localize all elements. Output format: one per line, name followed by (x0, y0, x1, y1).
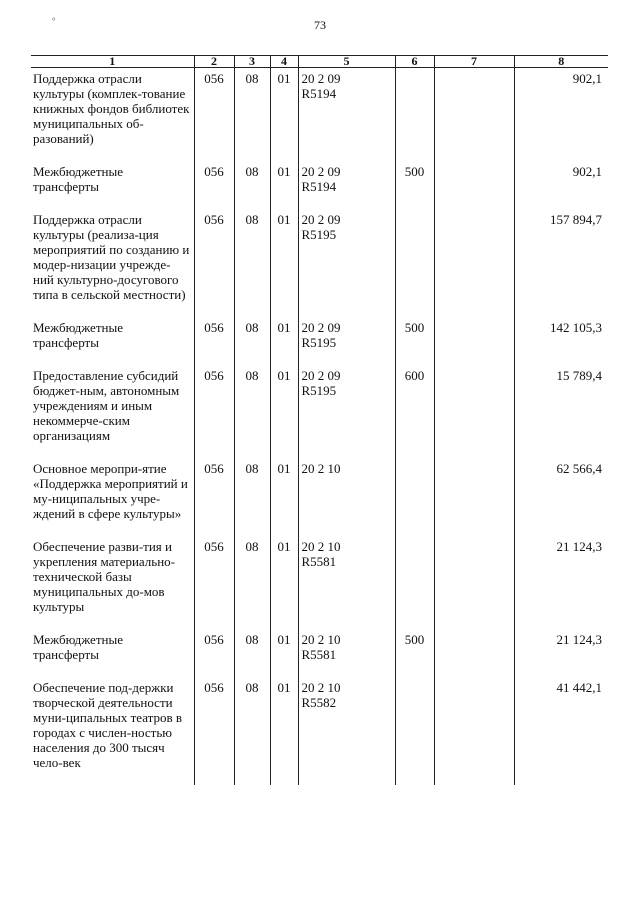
header-col-1: 1 (31, 56, 194, 68)
section-code: 08 (245, 164, 259, 179)
section-code: 08 (245, 71, 259, 86)
subsection-code: 01 (277, 71, 291, 86)
subsection-code: 01 (277, 368, 291, 383)
row-name-text: Поддержка отрасли культуры (комплек-тование книжных фондов библиотек муниципальных об-разований) (33, 71, 190, 146)
col-section (234, 629, 270, 677)
subsection-code: 01 (277, 164, 291, 179)
row-name (31, 161, 194, 209)
col-target-article (298, 209, 395, 317)
col-ministry (194, 629, 234, 677)
target-article-suffix: R5195 (301, 383, 337, 398)
table-row (31, 629, 608, 677)
section-code: 08 (245, 320, 259, 335)
ministry-code: 056 (204, 164, 224, 179)
col-expense-type (395, 209, 434, 317)
expense-type-code: 500 (404, 164, 425, 179)
expense-type-code: 600 (404, 368, 425, 383)
page-number: 73 (314, 18, 326, 32)
col-7 (434, 161, 514, 209)
col-section (234, 677, 270, 785)
section-code: 08 (245, 461, 259, 476)
col-ministry (194, 458, 234, 536)
col-target-article (298, 317, 395, 365)
target-article-suffix: R5194 (301, 86, 337, 101)
row-name (31, 365, 194, 458)
col-target-article (298, 536, 395, 629)
target-article-code: 20 2 09 (301, 71, 341, 86)
ministry-code: 056 (204, 461, 224, 476)
amount-value: 902,1 (572, 71, 602, 86)
col-expense-type (395, 536, 434, 629)
row-name-text: Обеспечение разви-тия и укрепления материально-технической базы муниципальных до-мов культуры (33, 539, 176, 614)
ministry-code: 056 (204, 632, 224, 647)
target-article-suffix: R5581 (301, 554, 337, 569)
col-ministry (194, 536, 234, 629)
col-target-article (298, 68, 395, 162)
col-target-article (298, 365, 395, 458)
target-article-suffix: R5195 (301, 335, 337, 350)
col-amount (514, 317, 608, 365)
row-name-text: Обеспечение под-держки творческой деятельности муни-ципальных театров в городах с числен-ностью населения до 300 тысяч чело-век (33, 680, 182, 770)
table-row (31, 68, 608, 162)
row-name (31, 209, 194, 317)
amount-value: 142 105,3 (550, 320, 602, 335)
header-col-3: 3 (234, 56, 270, 68)
amount-value: 157 894,7 (550, 212, 602, 227)
target-article-code: 20 2 10 (301, 461, 341, 476)
header-col-6: 6 (395, 56, 434, 68)
amount-value: 62 566,4 (556, 461, 602, 476)
target-article-code: 20 2 10 (301, 632, 341, 647)
target-article-suffix: R5582 (301, 695, 337, 710)
col-ministry (194, 677, 234, 785)
row-name (31, 317, 194, 365)
table-row (31, 317, 608, 365)
row-name (31, 677, 194, 785)
col-expense-type (395, 365, 434, 458)
col-expense-type (395, 629, 434, 677)
table-row (31, 536, 608, 629)
col-target-article (298, 629, 395, 677)
col-amount (514, 536, 608, 629)
row-name-text: Основное меропри-ятие «Поддержка мероприятий и му-ниципальных учре-ждений в сфере культуры» (33, 461, 188, 521)
row-name-text: Межбюджетные трансферты (33, 632, 123, 662)
ministry-code: 056 (204, 212, 224, 227)
amount-value: 41 442,1 (556, 680, 602, 695)
target-article-code: 20 2 10 (301, 680, 341, 695)
target-article-code: 20 2 09 (301, 368, 341, 383)
col-subsection (270, 677, 298, 785)
col-amount (514, 458, 608, 536)
col-ministry (194, 161, 234, 209)
col-expense-type (395, 161, 434, 209)
col-amount (514, 68, 608, 162)
scan-mark: ° (52, 16, 56, 26)
col-section (234, 458, 270, 536)
col-section (234, 161, 270, 209)
col-7 (434, 536, 514, 629)
table-row (31, 458, 608, 536)
col-7 (434, 68, 514, 162)
col-subsection (270, 536, 298, 629)
target-article-code: 20 2 09 (301, 164, 341, 179)
col-7 (434, 209, 514, 317)
col-subsection (270, 68, 298, 162)
subsection-code: 01 (277, 461, 291, 476)
ministry-code: 056 (204, 539, 224, 554)
row-name (31, 629, 194, 677)
col-amount (514, 365, 608, 458)
ministry-code: 056 (204, 320, 224, 335)
table-row (31, 161, 608, 209)
ministry-code: 056 (204, 680, 224, 695)
header-col-8: 8 (514, 56, 608, 68)
table-row (31, 677, 608, 785)
expense-type-code: 500 (404, 320, 425, 335)
table-row (31, 365, 608, 458)
col-section (234, 68, 270, 162)
col-7 (434, 677, 514, 785)
col-ministry (194, 209, 234, 317)
budget-table (31, 55, 608, 785)
col-target-article (298, 161, 395, 209)
target-article-suffix: R5581 (301, 647, 337, 662)
header-col-7: 7 (434, 56, 514, 68)
col-target-article (298, 677, 395, 785)
section-code: 08 (245, 632, 259, 647)
col-ministry (194, 365, 234, 458)
table-row (31, 209, 608, 317)
col-ministry (194, 317, 234, 365)
ministry-code: 056 (204, 368, 224, 383)
section-code: 08 (245, 212, 259, 227)
header-col-4: 4 (270, 56, 298, 68)
subsection-code: 01 (277, 539, 291, 554)
row-name-text: Межбюджетные трансферты (33, 164, 123, 194)
col-7 (434, 458, 514, 536)
col-amount (514, 161, 608, 209)
col-7 (434, 365, 514, 458)
expense-type-code: 500 (404, 632, 425, 647)
col-amount (514, 209, 608, 317)
col-subsection (270, 209, 298, 317)
subsection-code: 01 (277, 320, 291, 335)
row-name (31, 536, 194, 629)
col-amount (514, 629, 608, 677)
col-subsection (270, 317, 298, 365)
target-article-code: 20 2 10 (301, 539, 341, 554)
col-section (234, 317, 270, 365)
amount-value: 21 124,3 (556, 632, 602, 647)
col-7 (434, 317, 514, 365)
header-col-5: 5 (298, 56, 395, 68)
col-expense-type (395, 458, 434, 536)
subsection-code: 01 (277, 632, 291, 647)
col-subsection (270, 629, 298, 677)
section-code: 08 (245, 368, 259, 383)
col-section (234, 209, 270, 317)
col-section (234, 365, 270, 458)
target-article-code: 20 2 09 (301, 320, 341, 335)
ministry-code: 056 (204, 71, 224, 86)
col-target-article (298, 458, 395, 536)
row-name-text: Предоставление субсидий бюджет-ным, автономным учреждениям и иным некоммерче-ским организациям (33, 368, 180, 443)
target-article-code: 20 2 09 (301, 212, 341, 227)
subsection-code: 01 (277, 212, 291, 227)
col-ministry (194, 68, 234, 162)
col-section (234, 536, 270, 629)
section-code: 08 (245, 539, 259, 554)
amount-value: 15 789,4 (556, 368, 602, 383)
col-subsection (270, 161, 298, 209)
header-col-2: 2 (194, 56, 234, 68)
row-name (31, 68, 194, 162)
row-name-text: Поддержка отрасли культуры (реализа-ция мероприятий по созданию и модер-низации учрежде-ний культурно-досугового типа в сельской местности) (33, 212, 190, 302)
section-code: 08 (245, 680, 259, 695)
amount-value: 902,1 (572, 164, 602, 179)
target-article-suffix: R5194 (301, 179, 337, 194)
row-name (31, 458, 194, 536)
col-subsection (270, 458, 298, 536)
target-article-suffix: R5195 (301, 227, 337, 242)
col-expense-type (395, 677, 434, 785)
header-row (31, 56, 608, 68)
col-amount (514, 677, 608, 785)
col-7 (434, 629, 514, 677)
col-subsection (270, 365, 298, 458)
amount-value: 21 124,3 (556, 539, 602, 554)
subsection-code: 01 (277, 680, 291, 695)
col-expense-type (395, 317, 434, 365)
row-name-text: Межбюджетные трансферты (33, 320, 123, 350)
col-expense-type (395, 68, 434, 162)
